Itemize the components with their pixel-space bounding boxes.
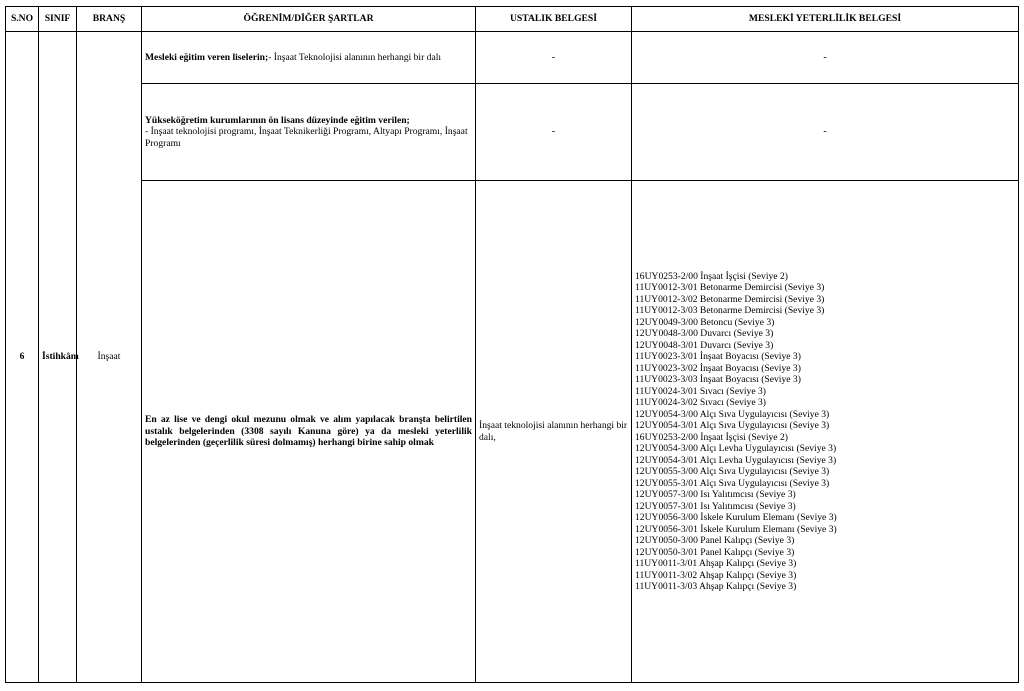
certificate-list-item: 16UY0253-2/00 İnşaat İşçisi (Seviye 2) (635, 270, 788, 282)
cell-mesleki: - (632, 84, 1019, 181)
cell-ogrenim (142, 84, 476, 181)
cell-sno: 6 (6, 32, 39, 683)
certificate-list-item: 12UY0054-3/00 Alçı Sıva Uygulayıcısı (Seviye 3) (635, 408, 830, 420)
certificate-list-item: 11UY0012-3/03 Betonarme Demircisi (Seviye 3) (635, 305, 825, 316)
certificate-list-item: 11UY0012-3/02 Betonarme Demircisi (Seviye 3) (635, 293, 825, 305)
certificate-list-item: 11UY0011-3/01 Ahşap Kalıpçı (Seviye 3) (635, 558, 797, 569)
certificate-list-item: 12UY0054-3/01 Alçı Levha Uygulayıcısı (Seviye 3) (635, 454, 837, 466)
certificate-list-item: 12UY0055-3/00 Alçı Sıva Uygulayıcısı (Seviye 3) (635, 466, 830, 477)
certificate-list-item: 11UY0011-3/03 Ahşap Kalıpçı (Seviye 3) (635, 581, 797, 592)
header-ogrenim: ÖĞRENİM/DİĞER ŞARTLAR (142, 7, 476, 32)
table-row (6, 32, 1019, 84)
cell-ogrenim (142, 32, 476, 84)
header-ustalik: USTALIK BELGESİ (476, 7, 632, 32)
certificate-list-item: 16UY0253-2/00 İnşaat İşçisi (Seviye 2) (635, 431, 788, 443)
cell-ogrenim: En az lise ve dengi okul mezunu olmak ve alım yapılacak branşta belirtilen ustalık belgelerinden (3308 sayılı Kanuna göre) ya da mesleki yeterlilik belgelerinden (geçerlilik süresi dolmamış) herhangi birine sahip olmak (142, 181, 476, 683)
requirements-table (5, 6, 1019, 683)
cell-ustalik: İnşaat teknolojisi alanının herhangi bir dalı, (476, 181, 632, 683)
certificate-list-item: 11UY0023-3/02 İnşaat Boyacısı (Seviye 3) (635, 362, 801, 374)
certificate-list-item: 12UY0055-3/01 Alçı Sıva Uygulayıcısı (Seviye 3) (635, 477, 830, 489)
header-mesleki: MESLEKİ YETERLİLİK BELGESİ (632, 7, 1019, 32)
cell-brans: İnşaat (77, 32, 142, 683)
cell-mesleki: - (632, 32, 1019, 84)
certificate-list-item: 12UY0056-3/00 İskele Kurulum Elemanı (Seviye 3) (635, 512, 837, 523)
header-row (6, 7, 1019, 32)
ogrenim-detail-text: - İnşaat teknolojisi programı, İnşaat Teknikerliği Programı, Altyapı Programı, İnşaat Programı (145, 126, 468, 149)
certificate-list-item: 12UY0050-3/01 Panel Kalıpçı (Seviye 3) (635, 546, 795, 558)
certificate-list-item: 12UY0054-3/01 Alçı Sıva Uygulayıcısı (Seviye 3) (635, 420, 830, 431)
certificate-list-item: 12UY0056-3/01 İskele Kurulum Elemanı (Seviye 3) (635, 523, 837, 535)
mesleki-certificate-list (635, 271, 1015, 593)
certificate-list-item: 11UY0011-3/02 Ahşap Kalıpçı (Seviye 3) (635, 569, 797, 581)
header-sinif: SINIF (39, 7, 77, 32)
cell-mesleki-list (632, 181, 1019, 683)
table-row (6, 181, 1019, 683)
ogrenim-detail-text: - İnşaat Teknolojisi alanının herhangi bir dalı (268, 51, 442, 63)
cell-ustalik: - (476, 32, 632, 84)
ogrenim-bold-text: Yükseköğretim kurumlarının ön lisans düzeyinde eğitim verilen; (145, 114, 410, 126)
table-row (6, 84, 1019, 181)
certificate-list-item: 12UY0049-3/00 Betoncu (Seviye 3) (635, 316, 775, 328)
certificate-list-item: 11UY0024-3/01 Sıvacı (Seviye 3) (635, 385, 767, 397)
cell-sinif: İstihkâm (39, 32, 77, 683)
certificate-list-item: 11UY0012-3/01 Betonarme Demircisi (Seviye 3) (635, 282, 825, 293)
header-sno: S.NO (6, 7, 39, 32)
certificate-list-item: 11UY0024-3/02 Sıvacı (Seviye 3) (635, 397, 767, 408)
certificate-list-item: 12UY0048-3/00 Duvarcı (Seviye 3) (635, 328, 774, 339)
certificate-list-item: 12UY0057-3/01 Isı Yalıtımcısı (Seviye 3) (635, 500, 796, 512)
certificate-list-item: 11UY0023-3/03 İnşaat Boyacısı (Seviye 3) (635, 374, 801, 385)
certificate-list-item: 12UY0048-3/01 Duvarcı (Seviye 3) (635, 339, 774, 351)
cell-ustalik: - (476, 84, 632, 181)
certificate-list-item: 11UY0023-3/01 İnşaat Boyacısı (Seviye 3) (635, 351, 801, 362)
certificate-list-item: 12UY0057-3/00 Isı Yalıtımcısı (Seviye 3) (635, 489, 796, 500)
certificate-list-item: 12UY0054-3/00 Alçı Levha Uygulayıcısı (Seviye 3) (635, 443, 837, 454)
ogrenim-bold-text: Mesleki eğitim veren liselerin; (145, 51, 269, 63)
certificate-list-item: 12UY0050-3/00 Panel Kalıpçı (Seviye 3) (635, 535, 795, 546)
header-brans: BRANŞ (77, 7, 142, 32)
